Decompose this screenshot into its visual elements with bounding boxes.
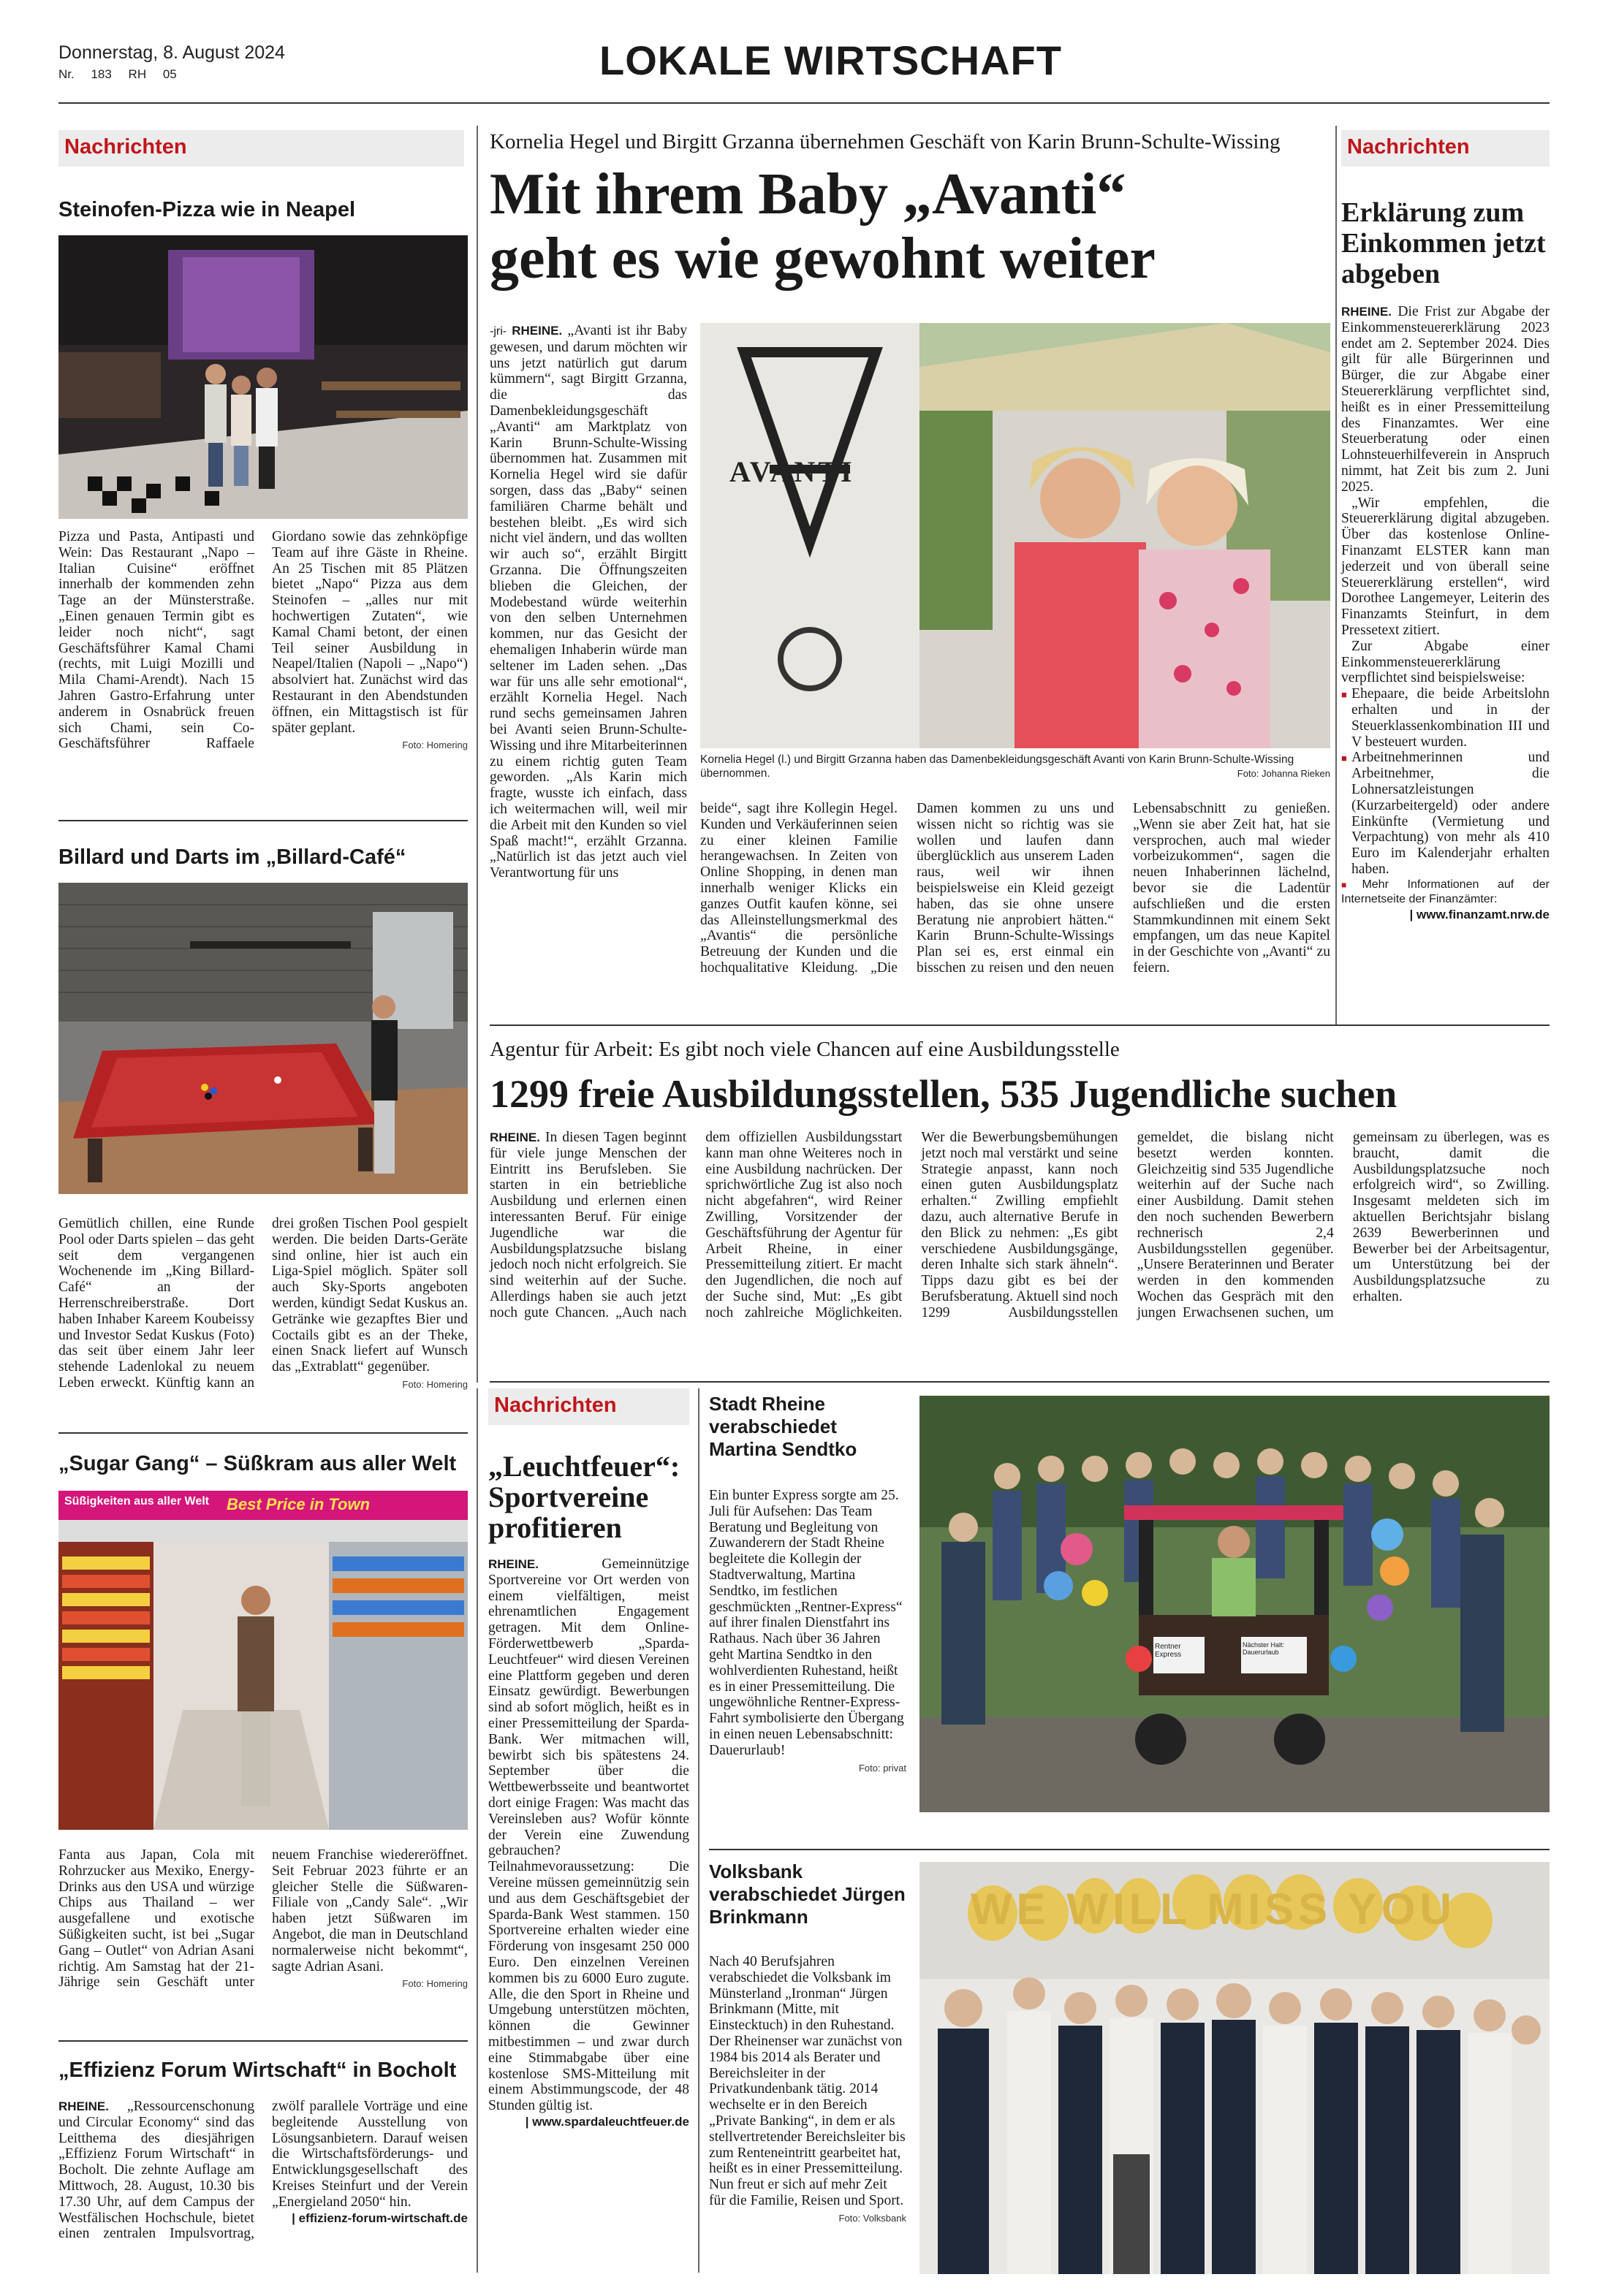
forum-body — [58, 2099, 468, 2274]
pizza-headline: Steinofen-Pizza wie in Neapel — [58, 198, 356, 221]
brinkmann-credit: Foto: Volksbank — [838, 2212, 906, 2224]
sugar-sign-right: Best Price in Town — [227, 1495, 371, 1513]
column-rule-mid — [698, 1388, 699, 2273]
ausbildung-text: In diesen Tagen beginnt für viele junge Menschen der Eintritt ins Berufsleben. Sie starten in ein betriebliche Ausbildung und erlernen einen interessanten Beruf. Für einige Jugendliche war die Ausbildungsplatzsuche bislang jedoch noch nicht erfolgreich. Sie sind weiterhin auf der Suche. Allerdings haben sie auch jetzt noch gute Chancen. „Auch nach dem offiziellen Ausbildungsstart kann man ohne Weiteres noch in eine Ausbildung nachrücken. Der sprichwörtliche Zug ist also noch nicht abgefahren“, wird Reiner Zwilling, Vorsitzender der Geschäftsführung der Agentur für Arbeit Rheine, in einer Pressemitteilung zitiert. Er macht den Jugendlichen, die noch auf der Suche sind, Mut: „Es gibt noch zahlreiche Möglichkeiten. Wer die Bewerbungsbemühungen jetzt noch mal verstärkt und seine Strategie anpasst, kann noch einen guten Ausbildungsplatz erhalten.“ Zwilling empfiehlt dazu, auch alternative Berufe in den Blick zu nehmen: „Es gibt verschiedene Ausbildungsgänge, deren Inhalte sich stark ähneln“. Tipps dazu gibt es bei der Berufsberatung. Aktuell sind noch 1299 Ausbildungsstellen gemeldet, die bislang nicht besetzt werden konnten. Gleichzeitig sind 535 Jugendliche weiterhin auf der Suche nach einer Ausbildung. Damit stehen den noch suchenden Bewerbern rechnerisch 2,4 Ausbildungsstellen gegenüber. „Unsere Beraterinnen und Berater werden in den kommenden Wochen das Gespräch mit den jungen Erwachsenen suchen, um gemeinsam zu überlegen, was es braucht, damit die Ausbildungsplatzsuche noch erfolgreich wird“, so Zwilling. Insgesamt meldeten sich im aktuellen Berichtsjahr bislang 2639 Bewerberinnen und Bewerber bei der Arbeitsagentur, um Unterstützung bei der Ausbildungsplatzsuche zu erhalten. — [490, 1130, 1550, 1320]
sendtko-text: Ein bunter Express sorgte am 25. Juli für Aufsehen: Das Team Beratung und Begleitung von Zuwanderern der Stadt Rheine begleitete die Kollegin der Stadtverwaltung, Martina Sendtko, im festlichen geschmückten „Rentner-Express“ auf ihrer finalen Dienstfahrt ins Rathaus. Nach über 36 Jahren geht Martina Sendtko in den wohlverdienten Ruhestand, heißt es in einer Pressemitteilung. Die ungewöhnliche Rentner-Express-Fahrt symbolisierte den Übergang in einen neuen Lebensabschnitt: Dauerurlaub! — [709, 1488, 904, 1758]
sendtko-photo — [919, 1396, 1550, 1812]
rule — [490, 1025, 1550, 1026]
issue-number — [58, 67, 177, 82]
billard-text: Gemütlich chillen, eine Runde Pool oder Darts spielen – das geht seit dem vergangenen Wochenende im „King Billard-Café“ an der Herrenschreiberstraße. Dort haben Inhaber Kareem Koubeissy und Investor Sedat Kuskus (Foto) das seit über einem Jahr leer stehende Ladenlokal zu neuem Leben erweckt. Künftig kann an drei großen Tischen Pool gespielt werden. Die beiden Darts-Geräte sind online, hier ist auch ein Liga-Spiel möglich. Später soll auch Sky-Sports angeboten werden, kündigt Sedat Kuskus an. Getränke wie gezapftes Bier und Coctails gibt es an der Theke, einen Snack liefert auf Wunsch das „Extrablatt“ gegenüber. — [58, 1216, 468, 1391]
avanti-photo — [700, 323, 1330, 748]
avanti-headline-line-2: geht es wie gewohnt weiter — [490, 227, 1156, 291]
brinkmann-photo — [919, 1862, 1550, 2274]
sendtko-sign-2: Nächster Halt: Dauerurlaub — [1243, 1641, 1285, 1656]
avanti-sign: AVANTI — [729, 455, 855, 488]
steuer-bullets — [1341, 686, 1550, 878]
brinkmann-text: Nach 40 Berufsjahren verabschiedet die Volksbank im Münsterland „Ironman“ Jürgen Brinkmann (Mitte, mit Einstecktuch) in den Ruhestand. Der Rheinenser war zunächst von 1984 bis 2014 als Berater und Bereichsleiter in der Privatkundenbank tätig. 2014 wechselte er in den Bereich „Private Banking“, in dem er als stellvertretender Bereichsleiter bis zum Renteneintritt gearbeitet hat, heißt es in einer Pressemitteilung. Nun freut er sich auf mehr Zeit für die Familie, Reisen und Sport. — [709, 1954, 906, 2208]
rubric-nachrichten-left — [58, 130, 464, 167]
steuer-text-2: „Wir empfehlen, die Steuererklärung digital abzugeben. Über das kostenlose Online-Finanzamt ELSTER kann man jederzeit und von überall seine Steuererklärung erstellen“, wird Dorothee Langemeyer, Leiterin des Finanzamts Steinfurt, in dem Pressetext zitiert. — [1341, 495, 1550, 638]
sendtko-credit: Foto: privat — [858, 1762, 906, 1774]
leuchtfeuer-body — [488, 1556, 689, 2280]
billard-headline: Billard und Darts im „Billard-Café“ — [58, 845, 406, 869]
avanti-body-2 — [700, 801, 1330, 1011]
sugar-text: Fanta aus Japan, Cola mit Rohrzucker aus Mexiko, Energy-Drinks aus den USA und würzige Chips aus Thailand – wer ausgefallene und exotische Süßigkeiten sucht, ist bei „Sugar Gang – Outlet“ von Adrian Asani richtig. Am Samstag hat der 21-Jährige sein Geschäft unter neuem Franchise wiedereröffnet. Seit Februar 2023 führte er an gleicher Stelle die Süßwaren-Filiale von „Candy Sale“. „Wir haben jetzt Süßwaren im Angebot, die man in Deutschland normalerweise nicht bekommt“, sagte Adrian Asani. — [58, 1847, 468, 1991]
sugar-headline: „Sugar Gang“ – Süßkram aus aller Welt — [58, 1452, 457, 1475]
rule — [58, 820, 468, 821]
brinkmann-balloons: WE WILL MISS YOU — [971, 1885, 1456, 1934]
avanti-overline: Kornelia Hegel und Birgitt Grzanna übernehmen Geschäft von Karin Brunn-Schulte-Wissing — [490, 130, 1281, 153]
rubric-label: Nachrichten — [64, 135, 187, 159]
avanti-text-1: „Avanti ist ihr Baby gewesen, und darum möchten wir uns jetzt natürlich gut darum kümmern“, sagt Birgitt Grzanna, die das Damenbekleidungsgeschäft „Avanti“ am Marktplatz von Karin Brunn-Schulte-Wissing übernommen hat. Zusammen mit Kornelia Hegel wird sie dafür sorgen, dass das „Baby“ seinen familiären Charme behält und bestehen bleibt. „Es wird sich nicht viel ändern, und das wollten wir auch so“, erzählt Birgitt Grzanna. Die Öffnungszeiten blieben die Gleichen, der Modebestand würde weiterhin von den selben Unternehmen kommen, nur das Gesicht der ehemaligen Inhaberin würde man seltener im Laden sehen. „Das war für uns alle sehr emotional“, erzählt Kornelia Hegel. Nach rund sechs gemeinsamen Jahren bei Avanti seien Brunn-Schulte-Wissing und ihre Mitarbeiterinnen zu einem richtig guten Team geworden. „Als Karin mich fragte, wusste ich einfach, dass ich weitermachen will, weil mir die Arbeit mit den Kunden so viel Spaß macht!“, erzählt Grzanna. „Natürlich ist das jetzt auch viel Verantwortung für uns — [490, 323, 688, 881]
brinkmann-body — [709, 1954, 906, 2276]
steuer-headline: Erklärung zum Einkommen jetzt abgeben — [1341, 197, 1546, 289]
steuer-text-3: Zur Abgabe einer Einkommensteuererklärung verpflichtet sind beispielsweise: — [1341, 638, 1550, 686]
pizza-text: Pizza und Pasta, Antipasti und Wein: Das Restaurant „Napo – Italian Cuisine“ eröffnet innerhalb der kommenden zehn Tage an der Münsterstraße. „Einen genauen Termin gibt es leider noch nicht“, sagt Geschäftsführer Kamal Chami (rechts, mit Luigi Mozilli und Mila Chami-Arendt). Nach 15 Jahren Gastro-Erfahrung unter anderem in Osnabrück freuen sich Chami, sein Co-Geschäftsführer Raffaele Giordano sowie das zehnköpfige Team auf ihre Gäste in Rheine. An 25 Tischen mit 85 Plätzen bietet „Napo“ Pizza aus dem Steinofen – „alles nur mit hochwertigen Zutaten“, wie Kamal Chami betont, der einen Teil seiner Ausbildung in Neapel/Italien (Napoli – „Napo“) absolviert hat. Zunächst wird das Restaurant in den Abendstunden öffnen, ein Mittagstisch ist für später geplant. — [58, 529, 468, 752]
steuer-text-1: Die Frist zur Abgabe der Einkommensteuererklärung 2023 endet am 2. September 2024. Dies gilt für alle Bürgerinnen und Bürger, die zur Abgabe einer Steuererklärung verpflichtet sind, heißt es in einer Pressemitteilung des Finanzamtes. Wer eine Steuerberatung oder einen Lohnsteuerhilfeverein in Anspruch nimmt, hat Zeit bis zum 2. Juni 2025. — [1341, 304, 1550, 495]
column-rule-left — [477, 126, 478, 1383]
sendtko-headline: Stadt Rheine verabschiedet Martina Sendtko — [709, 1393, 857, 1461]
leuchtfeuer-headline: „Leuchtfeuer“: Sportvereine profitieren — [488, 1450, 680, 1544]
forum-place: RHEINE. — [58, 2099, 109, 2113]
pizza-photo — [58, 235, 468, 519]
avanti-text-2: beide“, sagt ihre Kollegin Hegel. Kunden und Verkäuferinnen seien zu einer kleinen Familie herangewachsen. In Zeiten von Online Shopping, in denen man innerhalb weniger Klicks ein ganzes Outfit kaufen könne, sei das Alleinstellungsmerkmal des „Avantis“ die persönliche Betreuung der Kunden und die hochqualitative Kleidung. „Die Damen kommen zu uns und wissen nicht so richtig was sie wollen und laufen dann überglücklich aus unserem Laden raus, weil wir ihnen beispielsweise ein Kleid gezeigt haben, das sie ohne unsere Beratung nie anprobiert hätten.“ Karin Brunn-Schulte-Wissings Plan sei es, erst einmal ein bisschen zu reisen und den neuen Lebensabschnitt zu genießen. „Wenn sie aber Zeit hat, hat sie versprochen, auch mal wieder vorbeizukommen“, sagen die neuen Inhaberinnen lächelnd, bevor sie die Ladentür aufschließen und die ersten Stammkundinnen mit einem Sekt empfangen, um das neue Kapitel in der Geschichte von „Avanti“ zu feiern. — [700, 801, 1330, 976]
ausbildung-place: RHEINE. — [490, 1130, 540, 1144]
rubric-nachrichten-right — [1341, 130, 1550, 167]
billard-body — [58, 1216, 468, 1426]
steuer-more-info: ■ Mehr Informationen auf der Internetseite der Finanzämter: — [1341, 878, 1550, 907]
steuer-bullet: ■ Ehepaare, die beide Arbeitslohn erhalten und in der Steuerklassenkombination III und V besteuert wurden. — [1341, 686, 1550, 750]
avanti-caption — [700, 753, 1330, 780]
column-rule-left-lower — [477, 1388, 478, 2273]
steuer-body — [1341, 304, 1550, 1013]
avanti-headline-line-1: Mit ihrem Baby „Avanti“ — [490, 162, 1126, 227]
steuer-place: RHEINE. — [1341, 305, 1392, 319]
ausbildung-headline: 1299 freie Ausbildungsstellen, 535 Jugendliche suchen — [490, 1072, 1397, 1116]
forum-link[interactable]: | effizienz-forum-wirtschaft.de — [272, 2211, 468, 2227]
avanti-place: RHEINE. — [512, 324, 563, 338]
leuchtfeuer-text: Gemeinnützige Sportvereine vor Ort werden von einem vielfältigen, meist ehrenamtlichen Engagement getragen. Mit dem Online-Förderwettbewerb „Sparda-Leuchtfeuer“ wird diesen Vereinen eine Plattform gegeben und deren Einsatz gewürdigt. Bewerbungen sind ab sofort möglich, heißt es in einer Pressemitteilung der Sparda-Bank. Wer mitmachen will, bewirbt sich bis spätestens 24. September über die Wettbewerbsseite und beantwortet dort einige Fragen: Was macht das Vereinsleben aus? Wofür könnte der Verein eine Zuwendung gebrauchen? Teilnahmevoraussetzung: Die Vereine müssen gemeinnützig sein und aus dem Geschäftsgebiet der Sparda-Bank West stammen. 150 Sportvereine erhalten wieder eine Förderung von insgesamt 250 000 Euro. Den einzelnen Vereinen kommen bis zu 6000 Euro zugute. Alle, die den Sport in Rheine und Umgebung unterstützen möchten, können die Gewinner mitbestimmen – und zwar durch eine Stimmabgabe über eine kostenlose SMS-Mitteilung mit einem Abstimmungscode, der 48 Stunden gültig ist. — [488, 1556, 689, 2114]
avanti-credit: Foto: Johanna Rieken — [1237, 768, 1330, 779]
rule — [58, 2040, 468, 2042]
header-rule — [58, 102, 1550, 104]
sugar-credit: Foto: Homering — [402, 1978, 468, 1990]
issue-nr: Nr. 183 — [58, 67, 112, 81]
billard-photo — [58, 883, 468, 1194]
sendtko-sign-1: Rentner Express — [1155, 1643, 1182, 1659]
edition-code: RH 05 — [128, 67, 177, 81]
sendtko-body — [709, 1488, 906, 1817]
rubric-label: Nachrichten — [494, 1394, 617, 1417]
sugar-body — [58, 1847, 468, 2042]
ausbildung-body — [490, 1130, 1550, 1371]
avanti-caption-text: Kornelia Hegel (l.) und Birgitt Grzanna haben das Damenbekleidungsgeschäft Avanti von Karin Brunn-Schulte-Wissing übernommen. — [700, 753, 1294, 780]
avanti-body-1 — [490, 323, 687, 1011]
steuer-bullet: ■ Arbeitnehmerinnen und Arbeitnehmer, die Lohnersatzleistungen (Kurzarbeitergeld) oder andere Einkünfte (Vermietung und Verpachtung) von mehr als 410 Euro im Kalenderjahr erhalten haben. — [1341, 750, 1550, 877]
column-rule-right — [1335, 126, 1337, 1025]
avanti-author: -jri- — [490, 325, 507, 338]
avanti-headline — [490, 162, 1330, 291]
forum-headline: „Effizienz Forum Wirtschaft“ in Bocholt — [58, 2059, 457, 2082]
brinkmann-headline: Volksbank verabschiedet Jürgen Brinkmann — [709, 1860, 906, 1928]
sugar-sign-left: Süßigkeiten aus aller Welt — [64, 1495, 209, 1508]
billard-credit: Foto: Homering — [402, 1378, 468, 1390]
sugar-photo — [58, 1491, 468, 1830]
issue-date: Donnerstag, 8. August 2024 — [58, 42, 285, 63]
pizza-credit: Foto: Homering — [402, 740, 468, 751]
rubric-label: Nachrichten — [1347, 135, 1470, 159]
rule — [490, 1381, 1550, 1383]
section-title: LOKALE WIRTSCHAFT — [599, 37, 1062, 83]
steuer-link[interactable]: | www.finanzamt.nrw.de — [1341, 907, 1550, 923]
ausbildung-overline: Agentur für Arbeit: Es gibt noch viele Chancen auf eine Ausbildungsstelle — [490, 1038, 1120, 1061]
leuchtfeuer-place: RHEINE. — [488, 1557, 539, 1571]
leuchtfeuer-link[interactable]: | www.spardaleuchtfeuer.de — [488, 2114, 689, 2130]
forum-text: „Ressourcenschonung und Circular Economy“ sind das Leitthema des diesjährigen „Effizienz Forum Wirtschaft“ in Bocholt. Die zehnte Auflage am Mittwoch, 28. August, 10.30 bis 17.30 Uhr, auf dem Campus der Westfälischen Hochschule, bietet einen zentralen Impulsvortrag, zwölf parallele Vorträge und eine begleitende Ausstellung von Lösungsanbietern. Darauf weisen die Wirtschaftsförderungs- und Entwicklungsgesellschaft des Kreises Steinfurt und der Verein „Energieland 2050“ hin. — [58, 2099, 468, 2242]
rubric-nachrichten-mid — [488, 1388, 689, 1425]
rule — [58, 1432, 468, 1434]
pizza-body — [58, 529, 468, 805]
rule — [709, 1849, 1550, 1850]
